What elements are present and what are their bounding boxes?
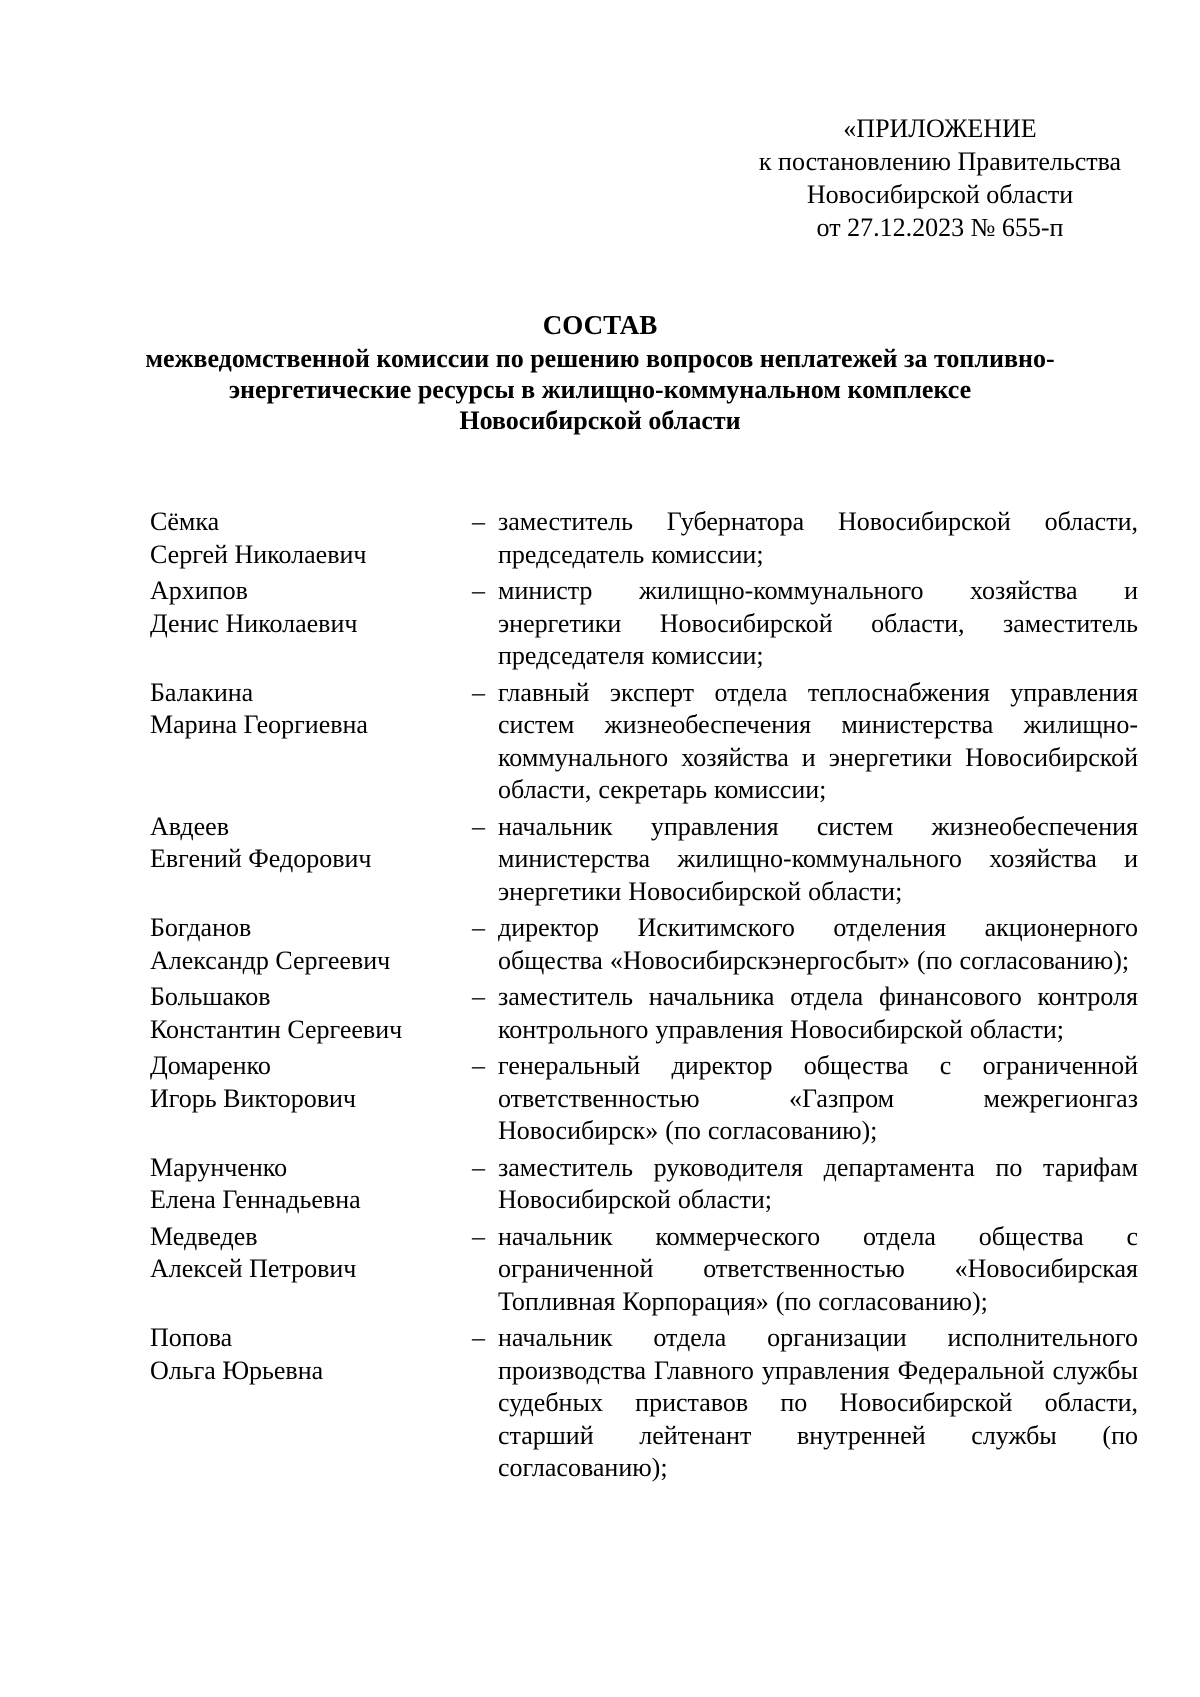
dash-separator: – [472, 1051, 485, 1080]
commission-members-list [150, 506, 1140, 1489]
member-role: министр жилищно-коммунального хозяйства и энергетики Новосибирской области, заместитель председателя комиссии; [498, 576, 1138, 670]
dash-separator: – [472, 1152, 485, 1182]
member-surname: Марунченко [150, 1152, 288, 1182]
heading-line-3: Новосибирской области [459, 406, 741, 435]
dash-separator: – [472, 677, 485, 707]
member-role: заместитель Губернатора Новосибирской области, председатель комиссии; [498, 507, 1138, 569]
member-entry [150, 1152, 1140, 1217]
heading-line-1: межведомственной комиссии по решению вопросов неплатежей за топливно- [145, 344, 1055, 373]
member-name [150, 575, 472, 673]
member-entry [150, 1221, 1140, 1319]
member-role: заместитель руководителя департамента по тарифам Новосибирской области; [498, 1152, 1138, 1214]
member-given-name: Денис Николаевич [150, 608, 358, 638]
member-surname: Балакина [150, 677, 254, 707]
member-entry [150, 811, 1140, 909]
member-surname: Богданов [150, 913, 252, 942]
member-given-name: Игорь Викторович [150, 1083, 356, 1113]
dash-separator: – [472, 982, 485, 1011]
member-surname: Домаренко [150, 1051, 271, 1080]
member-entry [150, 981, 1140, 1046]
dash-separator: – [472, 811, 485, 841]
dash-separator: – [472, 1323, 485, 1352]
member-role: начальник управления систем жизнеобеспечения министерства жилищно-коммунального хозяйства и энергетики Новосибирской области; [498, 811, 1138, 906]
dash-separator: – [472, 576, 485, 605]
member-entry [150, 912, 1140, 977]
member-name [150, 912, 472, 977]
member-surname: Медведев [150, 1221, 258, 1251]
dash-separator: – [472, 507, 485, 536]
member-name [150, 811, 472, 909]
heading-title: СОСТАВ [542, 310, 658, 340]
member-surname: Архипов [150, 576, 248, 605]
member-surname: Авдеев [150, 811, 229, 841]
dash-separator: – [472, 913, 485, 942]
member-surname: Попова [150, 1323, 233, 1352]
member-role: заместитель начальника отдела финансового контроля контрольного управления Новосибирской области; [498, 982, 1138, 1044]
member-given-name: Евгений Федорович [150, 844, 372, 873]
member-given-name: Алексей Петрович [150, 1254, 357, 1283]
member-given-name: Елена Геннадьевна [150, 1185, 361, 1214]
appendix-line-1: «ПРИЛОЖЕНИЕ [843, 114, 1037, 143]
member-name [150, 1050, 472, 1148]
member-entry [150, 677, 1140, 807]
member-surname: Большаков [150, 982, 271, 1011]
appendix-line-2: к постановлению Правительства [758, 147, 1122, 176]
heading-line-2: энергетические ресурсы в жилищно-коммунальном комплексе [228, 375, 972, 404]
member-surname: Сёмка [150, 507, 220, 536]
member-name [150, 506, 472, 571]
appendix-line-3: Новосибирской области [806, 180, 1074, 209]
member-role: директор Искитимского отделения акционерного общества «Новосибирскэнергосбыт» (по согласованию); [498, 913, 1138, 975]
document-heading [120, 310, 1080, 436]
member-name [150, 1322, 472, 1485]
member-entry [150, 1050, 1140, 1148]
dash-separator: – [472, 1221, 485, 1251]
member-name [150, 677, 472, 807]
member-name [150, 981, 472, 1046]
member-name [150, 1152, 472, 1217]
member-given-name: Сергей Николаевич [150, 539, 367, 569]
member-name [150, 1221, 472, 1319]
member-given-name: Александр Сергеевич [150, 945, 391, 975]
member-role: начальник отдела организации исполнительного производства Главного управления Федеральной службы судебных приставов по Новосибирской области, старший лейтенант внутренней службы (по согласованию); [498, 1323, 1138, 1482]
member-entry [150, 506, 1140, 571]
member-given-name: Константин Сергеевич [150, 1014, 403, 1044]
member-given-name: Марина Георгиевна [150, 710, 368, 739]
member-role: начальник коммерческого отдела общества с ограниченной ответственностью «Новосибирская Топливная Корпорация» (по согласованию); [498, 1221, 1138, 1316]
appendix-header [740, 112, 1140, 244]
member-role: генеральный директор общества с ограниченной ответственностью «Газпром межрегионгаз Новосибирск» (по согласованию); [498, 1051, 1138, 1145]
appendix-line-4: от 27.12.2023 № 655-п [816, 213, 1064, 242]
member-entry [150, 1322, 1140, 1485]
member-entry [150, 575, 1140, 673]
member-given-name: Ольга Юрьевна [150, 1355, 324, 1385]
member-role: главный эксперт отдела теплоснабжения управления систем жизнеобеспечения министерства жилищно-коммунального хозяйства и энергетики Новосибирской области, секретарь комиссии; [498, 677, 1138, 804]
